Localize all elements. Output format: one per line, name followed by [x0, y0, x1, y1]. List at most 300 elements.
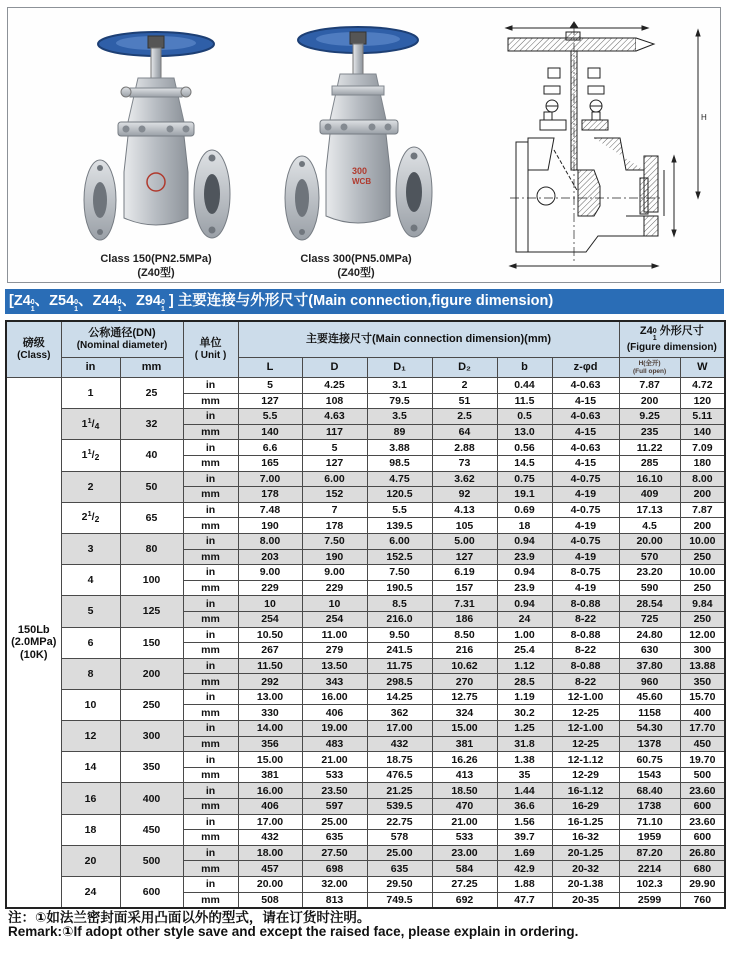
- class-label-cell: 150Lb (2.0MPa) (10K): [6, 378, 61, 909]
- value-cell: 16-32: [552, 830, 619, 846]
- table-row: [6, 658, 725, 674]
- value-cell: 45.60: [619, 689, 680, 705]
- value-cell: 9.00: [238, 565, 302, 581]
- dn-in-cell: 18: [61, 814, 120, 845]
- value-cell: 23.9: [497, 580, 552, 596]
- value-cell: 7.50: [367, 565, 432, 581]
- value-cell: 241.5: [367, 643, 432, 659]
- value-cell: 235: [619, 424, 680, 440]
- value-cell: 13.50: [302, 658, 367, 674]
- value-cell: 4-15: [552, 393, 619, 409]
- value-cell: 73: [432, 455, 497, 471]
- note-english: Remark:①If adopt other style save and except the raised face, please explain in ordering.: [8, 924, 579, 939]
- value-cell: 5: [238, 378, 302, 394]
- unit-cell: mm: [183, 455, 238, 471]
- table-row: [6, 471, 725, 487]
- value-cell: 200: [680, 487, 725, 503]
- value-cell: 18.75: [367, 752, 432, 768]
- value-cell: 13.88: [680, 658, 725, 674]
- value-cell: 4-19: [552, 580, 619, 596]
- valve-photo-class150: [66, 22, 246, 250]
- dn-mm-cell: 50: [120, 471, 183, 502]
- value-cell: 4-19: [552, 518, 619, 534]
- value-cell: 406: [238, 799, 302, 815]
- value-cell: 200: [619, 393, 680, 409]
- value-cell: 1158: [619, 705, 680, 721]
- value-cell: 24: [497, 611, 552, 627]
- unit-cell: mm: [183, 611, 238, 627]
- value-cell: 140: [680, 424, 725, 440]
- value-cell: 457: [238, 861, 302, 877]
- value-cell: 16.26: [432, 752, 497, 768]
- unit-cell: in: [183, 440, 238, 456]
- value-cell: 680: [680, 861, 725, 877]
- value-cell: 578: [367, 830, 432, 846]
- value-cell: 10.50: [238, 627, 302, 643]
- value-cell: 36.6: [497, 799, 552, 815]
- value-cell: 12-1.12: [552, 752, 619, 768]
- value-cell: 450: [680, 736, 725, 752]
- value-cell: 409: [619, 487, 680, 503]
- unit-cell: mm: [183, 549, 238, 565]
- value-cell: 12-1.00: [552, 689, 619, 705]
- value-cell: 117: [302, 424, 367, 440]
- value-cell: 1543: [619, 767, 680, 783]
- value-cell: 4.13: [432, 502, 497, 518]
- value-cell: 127: [238, 393, 302, 409]
- value-cell: 16-1.12: [552, 783, 619, 799]
- value-cell: 250: [680, 549, 725, 565]
- unit-cell: in: [183, 689, 238, 705]
- value-cell: 4.63: [302, 409, 367, 425]
- value-cell: 23.9: [497, 549, 552, 565]
- value-cell: 8-22: [552, 611, 619, 627]
- value-cell: 89: [367, 424, 432, 440]
- unit-cell: mm: [183, 424, 238, 440]
- value-cell: 26.80: [680, 845, 725, 861]
- value-cell: 28.5: [497, 674, 552, 690]
- value-cell: 4.72: [680, 378, 725, 394]
- dn-mm-cell: 65: [120, 502, 183, 533]
- value-cell: 432: [367, 736, 432, 752]
- value-cell: 152.5: [367, 549, 432, 565]
- value-cell: 21.00: [302, 752, 367, 768]
- value-cell: 10.00: [680, 565, 725, 581]
- table-row: [6, 877, 725, 893]
- table-row: [6, 596, 725, 612]
- value-cell: 1.19: [497, 689, 552, 705]
- value-cell: 362: [367, 705, 432, 721]
- value-cell: 6.19: [432, 565, 497, 581]
- header-col-L: L: [238, 358, 302, 378]
- value-cell: 14.5: [497, 455, 552, 471]
- value-cell: 21.00: [432, 814, 497, 830]
- figure-model: Z4 0 1: [639, 325, 657, 342]
- value-cell: 178: [302, 518, 367, 534]
- dn-mm-cell: 450: [120, 814, 183, 845]
- value-cell: 0.94: [497, 565, 552, 581]
- value-cell: 4-0.75: [552, 502, 619, 518]
- value-cell: 21.25: [367, 783, 432, 799]
- value-cell: 180: [680, 455, 725, 471]
- header-dn-in: in: [61, 358, 120, 378]
- value-cell: 9.50: [367, 627, 432, 643]
- value-cell: 30.2: [497, 705, 552, 721]
- value-cell: 692: [432, 892, 497, 908]
- value-cell: 102.3: [619, 877, 680, 893]
- unit-cell: in: [183, 877, 238, 893]
- value-cell: 0.5: [497, 409, 552, 425]
- value-cell: 7.09: [680, 440, 725, 456]
- value-cell: 0.94: [497, 596, 552, 612]
- valve-caption-class150: Class 150(PN2.5MPa) (Z40型): [100, 253, 212, 279]
- value-cell: 178: [238, 487, 302, 503]
- value-cell: 27.50: [302, 845, 367, 861]
- value-cell: 20-1.38: [552, 877, 619, 893]
- table-row: [6, 845, 725, 861]
- value-cell: 381: [238, 767, 302, 783]
- value-cell: 20-32: [552, 861, 619, 877]
- dn-in-cell: 8: [61, 658, 120, 689]
- table-row: [6, 440, 725, 456]
- unit-cell: in: [183, 658, 238, 674]
- valve-section-drawing: [488, 20, 713, 276]
- unit-cell: in: [183, 471, 238, 487]
- value-cell: 6.00: [302, 471, 367, 487]
- unit-cell: mm: [183, 799, 238, 815]
- header-col-b: b: [497, 358, 552, 378]
- header-main-connection: 主要连接尺寸(Main connection dimension)(mm): [238, 321, 619, 358]
- value-cell: 508: [238, 892, 302, 908]
- dn-mm-cell: 350: [120, 752, 183, 783]
- dn-mm-cell: 500: [120, 845, 183, 876]
- value-cell: 8.00: [238, 533, 302, 549]
- value-cell: 1.88: [497, 877, 552, 893]
- value-cell: 5: [302, 440, 367, 456]
- value-cell: 9.00: [302, 565, 367, 581]
- value-cell: 19.70: [680, 752, 725, 768]
- value-cell: 356: [238, 736, 302, 752]
- value-cell: 279: [302, 643, 367, 659]
- value-cell: 4-19: [552, 549, 619, 565]
- svg-text:WCB: WCB: [352, 177, 372, 186]
- table-row: [6, 565, 725, 581]
- value-cell: 1959: [619, 830, 680, 846]
- value-cell: 31.8: [497, 736, 552, 752]
- value-cell: 68.40: [619, 783, 680, 799]
- bracket-open: [: [9, 293, 14, 309]
- table-row: [6, 814, 725, 830]
- value-cell: 381: [432, 736, 497, 752]
- photo-panel: [7, 7, 721, 283]
- value-cell: 12.75: [432, 689, 497, 705]
- value-cell: 4-0.75: [552, 471, 619, 487]
- value-cell: 79.5: [367, 393, 432, 409]
- value-cell: 533: [432, 830, 497, 846]
- value-cell: 190: [302, 549, 367, 565]
- value-cell: 7.50: [302, 533, 367, 549]
- value-cell: 254: [238, 611, 302, 627]
- table-row: [6, 689, 725, 705]
- value-cell: 8-0.75: [552, 565, 619, 581]
- value-cell: 630: [619, 643, 680, 659]
- value-cell: 1.12: [497, 658, 552, 674]
- table-row: [6, 721, 725, 737]
- value-cell: 3.1: [367, 378, 432, 394]
- dn-mm-cell: 125: [120, 596, 183, 627]
- value-cell: 4.75: [367, 471, 432, 487]
- unit-cell: mm: [183, 767, 238, 783]
- bracket-close: ]: [164, 293, 174, 309]
- value-cell: 406: [302, 705, 367, 721]
- unit-cell: in: [183, 502, 238, 518]
- value-cell: 12.00: [680, 627, 725, 643]
- header-col-D: D: [302, 358, 367, 378]
- svg-text:300: 300: [352, 166, 368, 176]
- unit-cell: mm: [183, 393, 238, 409]
- unit-cell: mm: [183, 674, 238, 690]
- valve-caption-class300: Class 300(PN5.0MPa) (Z40型): [300, 253, 412, 279]
- value-cell: 6.00: [367, 533, 432, 549]
- value-cell: 533: [302, 767, 367, 783]
- value-cell: 4-0.63: [552, 378, 619, 394]
- value-cell: 285: [619, 455, 680, 471]
- header-dn-mm: mm: [120, 358, 183, 378]
- table-row: [6, 752, 725, 768]
- value-cell: 216: [432, 643, 497, 659]
- value-cell: 37.80: [619, 658, 680, 674]
- value-cell: 8.5: [367, 596, 432, 612]
- value-cell: 12-29: [552, 767, 619, 783]
- value-cell: 400: [680, 705, 725, 721]
- value-cell: 200: [680, 518, 725, 534]
- value-cell: 120: [680, 393, 725, 409]
- dn-mm-cell: 300: [120, 721, 183, 752]
- value-cell: 39.7: [497, 830, 552, 846]
- dn-in-cell: 2: [61, 471, 120, 502]
- value-cell: 4-19: [552, 487, 619, 503]
- value-cell: 165: [238, 455, 302, 471]
- value-cell: 16-1.25: [552, 814, 619, 830]
- dn-in-cell: 24: [61, 877, 120, 909]
- value-cell: 4.5: [619, 518, 680, 534]
- value-cell: 18.00: [238, 845, 302, 861]
- value-cell: 20-1.25: [552, 845, 619, 861]
- header-col-W: W: [680, 358, 725, 378]
- value-cell: 590: [619, 580, 680, 596]
- value-cell: 10.00: [680, 533, 725, 549]
- value-cell: 600: [680, 799, 725, 815]
- dn-mm-cell: 100: [120, 565, 183, 596]
- value-cell: 23.50: [302, 783, 367, 799]
- value-cell: 3.5: [367, 409, 432, 425]
- value-cell: 20.00: [619, 533, 680, 549]
- value-cell: 1.44: [497, 783, 552, 799]
- dn-in-cell: 12: [61, 721, 120, 752]
- value-cell: 476.5: [367, 767, 432, 783]
- value-cell: 11.75: [367, 658, 432, 674]
- dn-in-cell: 1: [61, 378, 120, 409]
- value-cell: 18.50: [432, 783, 497, 799]
- dn-in-cell: 5: [61, 596, 120, 627]
- title-en: (Main connection,figure dimension): [308, 293, 554, 309]
- value-cell: 250: [680, 580, 725, 596]
- value-cell: 29.50: [367, 877, 432, 893]
- value-cell: 7.00: [238, 471, 302, 487]
- dn-in-cell: $1^1/_4$: [61, 409, 120, 440]
- value-cell: 8.00: [680, 471, 725, 487]
- dn-in-cell: 4: [61, 565, 120, 596]
- value-cell: 1.56: [497, 814, 552, 830]
- value-cell: 7: [302, 502, 367, 518]
- value-cell: 0.69: [497, 502, 552, 518]
- svg-text:H: H: [701, 113, 707, 122]
- value-cell: 14.25: [367, 689, 432, 705]
- unit-cell: mm: [183, 487, 238, 503]
- unit-cell: in: [183, 378, 238, 394]
- value-cell: 60.75: [619, 752, 680, 768]
- header-class: 磅级 (Class): [6, 321, 61, 378]
- value-cell: 4-15: [552, 455, 619, 471]
- value-cell: 600: [680, 830, 725, 846]
- value-cell: 960: [619, 674, 680, 690]
- value-cell: 17.13: [619, 502, 680, 518]
- value-cell: 570: [619, 549, 680, 565]
- value-cell: 105: [432, 518, 497, 534]
- value-cell: 2599: [619, 892, 680, 908]
- value-cell: 324: [432, 705, 497, 721]
- value-cell: 35: [497, 767, 552, 783]
- value-cell: 635: [302, 830, 367, 846]
- dn-mm-cell: 32: [120, 409, 183, 440]
- value-cell: 254: [302, 611, 367, 627]
- table-row: [6, 533, 725, 549]
- dn-mm-cell: 400: [120, 783, 183, 814]
- value-cell: 470: [432, 799, 497, 815]
- value-cell: 10.62: [432, 658, 497, 674]
- dn-mm-cell: 25: [120, 378, 183, 409]
- value-cell: 87.20: [619, 845, 680, 861]
- header-col-zphid: z-φd: [552, 358, 619, 378]
- value-cell: 0.56: [497, 440, 552, 456]
- dn-in-cell: 10: [61, 689, 120, 720]
- value-cell: 157: [432, 580, 497, 596]
- value-cell: 725: [619, 611, 680, 627]
- value-cell: 7.48: [238, 502, 302, 518]
- dn-mm-cell: 150: [120, 627, 183, 658]
- dn-in-cell: 3: [61, 533, 120, 564]
- value-cell: 22.75: [367, 814, 432, 830]
- value-cell: 1.38: [497, 752, 552, 768]
- value-cell: 47.7: [497, 892, 552, 908]
- value-cell: 597: [302, 799, 367, 815]
- dn-mm-cell: 80: [120, 533, 183, 564]
- value-cell: 51: [432, 393, 497, 409]
- dn-mm-cell: 600: [120, 877, 183, 909]
- value-cell: 6.6: [238, 440, 302, 456]
- value-cell: 17.00: [238, 814, 302, 830]
- dn-in-cell: $1^1/_2$: [61, 440, 120, 471]
- table-row: [6, 502, 725, 518]
- value-cell: 9.25: [619, 409, 680, 425]
- value-cell: 584: [432, 861, 497, 877]
- value-cell: 23.60: [680, 814, 725, 830]
- value-cell: 190.5: [367, 580, 432, 596]
- unit-cell: mm: [183, 643, 238, 659]
- header-col-H-full-open: H(全开) (Full open): [619, 358, 680, 378]
- value-cell: 13.0: [497, 424, 552, 440]
- value-cell: 28.54: [619, 596, 680, 612]
- value-cell: 7.87: [680, 502, 725, 518]
- value-cell: 270: [432, 674, 497, 690]
- dn-mm-cell: 250: [120, 689, 183, 720]
- unit-cell: mm: [183, 861, 238, 877]
- header-subrow: [6, 358, 725, 378]
- value-cell: 24.80: [619, 627, 680, 643]
- value-cell: 92: [432, 487, 497, 503]
- value-cell: 813: [302, 892, 367, 908]
- table-body: [6, 378, 725, 909]
- value-cell: 500: [680, 767, 725, 783]
- value-cell: 698: [302, 861, 367, 877]
- unit-cell: mm: [183, 830, 238, 846]
- value-cell: 11.5: [497, 393, 552, 409]
- table-row: [6, 627, 725, 643]
- value-cell: 5.00: [432, 533, 497, 549]
- value-cell: 539.5: [367, 799, 432, 815]
- value-cell: 1.25: [497, 721, 552, 737]
- title-cn: 主要连接与外形尺寸: [173, 293, 309, 309]
- value-cell: 2: [432, 378, 497, 394]
- value-cell: 16.00: [302, 689, 367, 705]
- value-cell: 749.5: [367, 892, 432, 908]
- value-cell: 108: [302, 393, 367, 409]
- value-cell: 16.00: [238, 783, 302, 799]
- value-cell: 10: [238, 596, 302, 612]
- dn-in-cell: 14: [61, 752, 120, 783]
- value-cell: 190: [238, 518, 302, 534]
- title-bar: [5, 289, 724, 314]
- value-cell: 12-25: [552, 705, 619, 721]
- unit-cell: in: [183, 752, 238, 768]
- value-cell: 0.75: [497, 471, 552, 487]
- unit-cell: in: [183, 533, 238, 549]
- dn-in-cell: 16: [61, 783, 120, 814]
- unit-cell: in: [183, 814, 238, 830]
- header-unit: 单位 ( Unit ): [183, 321, 238, 378]
- value-cell: 20.00: [238, 877, 302, 893]
- value-cell: 19.00: [302, 721, 367, 737]
- header-col-D1: D₁: [367, 358, 432, 378]
- value-cell: 3.62: [432, 471, 497, 487]
- value-cell: 64: [432, 424, 497, 440]
- value-cell: 32.00: [302, 877, 367, 893]
- value-cell: 8.50: [432, 627, 497, 643]
- table-row: [6, 783, 725, 799]
- value-cell: 4-0.63: [552, 440, 619, 456]
- value-cell: 23.20: [619, 565, 680, 581]
- value-cell: 2214: [619, 861, 680, 877]
- unit-cell: in: [183, 783, 238, 799]
- value-cell: 8-22: [552, 674, 619, 690]
- note-chinese: 注：①如法兰密封面采用凸面以外的型式，请在订货时注明。: [8, 910, 371, 925]
- value-cell: 298.5: [367, 674, 432, 690]
- value-cell: 203: [238, 549, 302, 565]
- value-cell: 2.5: [432, 409, 497, 425]
- value-cell: 54.30: [619, 721, 680, 737]
- value-cell: 216.0: [367, 611, 432, 627]
- value-cell: 10: [302, 596, 367, 612]
